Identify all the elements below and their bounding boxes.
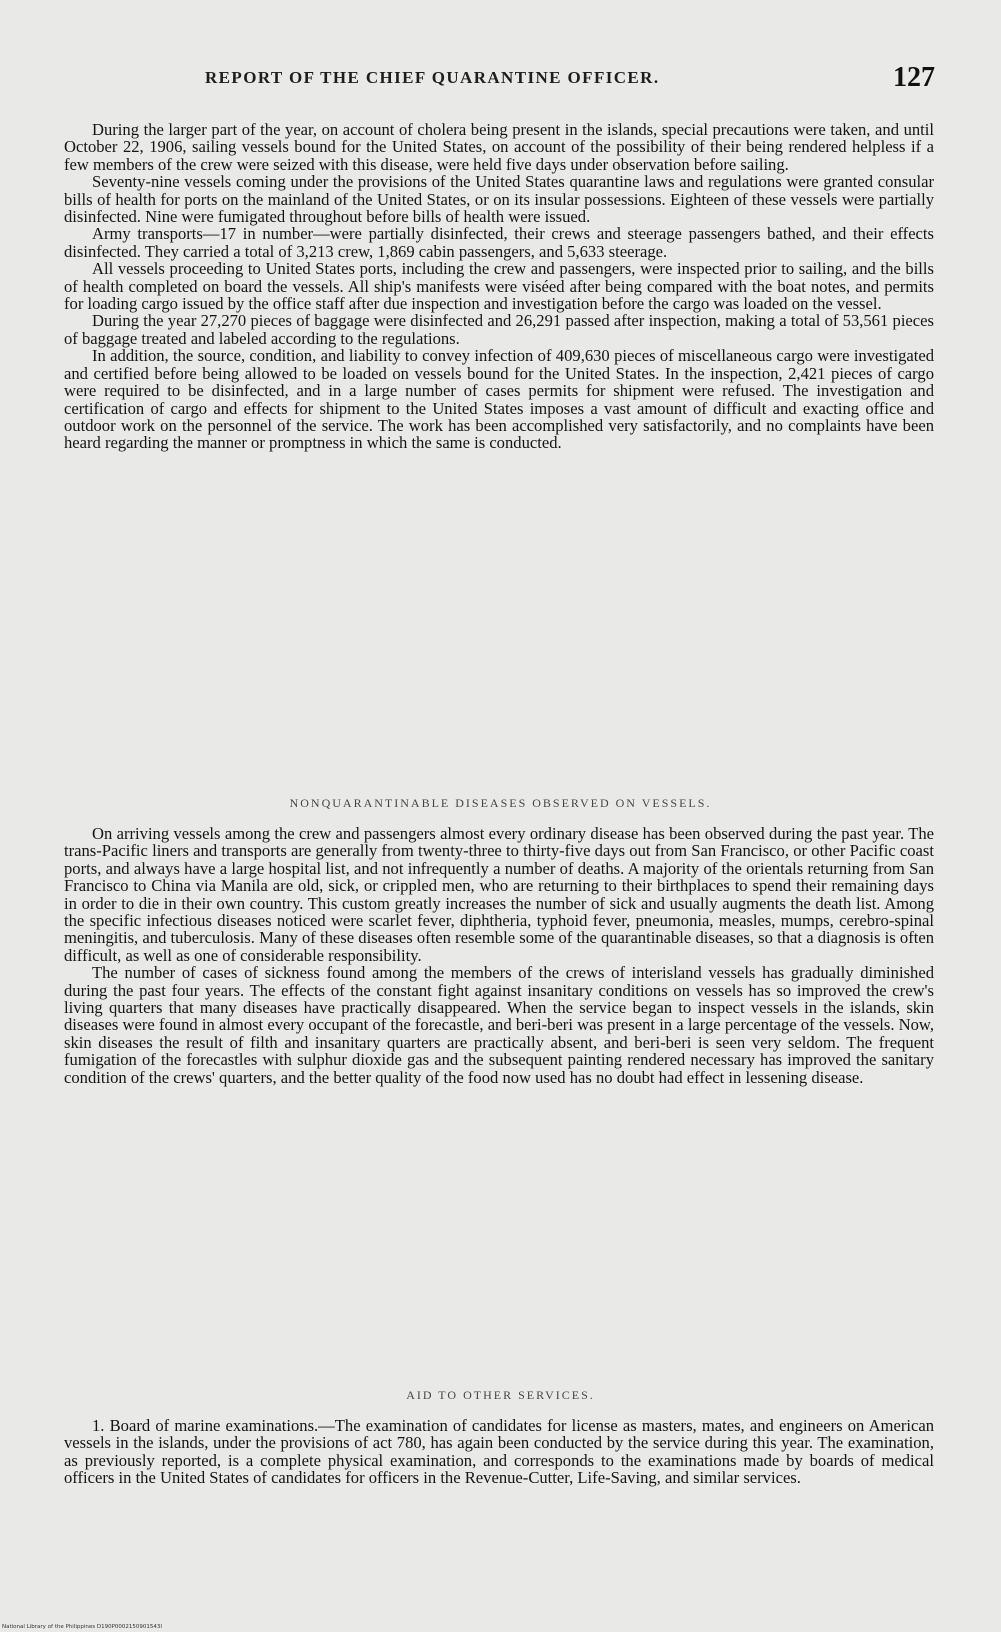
paragraph: All vessels proceeding to United States ports, including the crew and passengers, were inspected prior to sailing, and the bills of health completed on board the vessels. All ship's manifests were viséed after being compared with the boat notes, and permits for loading cargo issued by the office staff after due inspection and investigation before the cargo was loaded on the vessel.	[64, 259, 934, 314]
section-heading-aid-to-other-services: AID TO OTHER SERVICES.	[406, 1388, 595, 1402]
paragraph: The number of cases of sickness found among the members of the crews of interisland vessels has gradually diminished during the past four years. The effects of the constant fight against insanitary conditions on vessels has so improved the crew's living quarters that many diseases have practically disappeared. When the service began to inspect vessels in the islands, skin diseases were found in almost every occupant of the forecastle, and beri-beri was present in a large percentage of the vessels. Now, skin diseases the result of filth and insanitary quarters are practically absent, and beri-beri is seen very seldom. The frequent fumigation of the forecastles with sulphur dioxide gas and the subsequent painting rendered necessary has improved the sanitary condition of the crews' quarters, and the better quality of the food now used has no doubt had effect in lessening disease.	[64, 963, 934, 1087]
paragraph: In addition, the source, condition, and liability to convey infection of 409,630 pieces of miscellaneous cargo were investigated and certified before being allowed to be loaded on vessels bound for the United States. In the inspection, 2,421 pieces of cargo were required to be disinfected, and in a large number of cases permits for shipment were refused. The investigation and certification of cargo and effects for shipment to the United States imposes a vast amount of difficult and exacting office and outdoor work on the personnel of the service. The work has been accomplished very satisfactorily, and no complaints have been heard regarding the manner or promptness in which the same is conducted.	[64, 346, 934, 453]
aid-to-other-services-section	[64, 1417, 934, 1487]
paragraph: Army transports—17 in number—were partially disinfected, their crews and steerage passengers bathed, and their effects disinfected. They carried a total of 3,213 crew, 1,869 cabin passengers, and 5,633 steerage.	[64, 224, 934, 261]
paragraph: On arriving vessels among the crew and passengers almost every ordinary disease has been observed during the past year. The trans-Pacific liners and transports are generally from twenty-three to thirty-five days out from San Francisco, or other Pacific coast ports, and always have a large hospital list, and not infrequently a number of deaths. A majority of the orientals returning from San Francisco to China via Manila are old, sick, or crippled men, who are returning to their birthplaces to spend their remaining days in order to die in their own country. This custom greatly increases the number of sick and usually augments the death list. Among the specific infectious diseases noticed were scarlet fever, diphtheria, typhoid fever, pneumonia, measles, mumps, cerebro-spinal meningitis, and tuberculosis. Many of these diseases often resemble some of the quarantinable diseases, so that a diagnosis is often difficult, as well as one of considerable responsibility.	[64, 824, 934, 965]
section-heading-nonquarantinable: NONQUARANTINABLE DISEASES OBSERVED ON VESSELS.	[289, 796, 712, 810]
page-number: 127	[893, 62, 935, 93]
paragraph: During the larger part of the year, on account of cholera being present in the islands, special precautions were taken, and until October 22, 1906, sailing vessels bound for the United States, on account of the possibility of their being rendered helpless if a few members of the crew were seized with this disease, were held five days under observation before sailing.	[64, 120, 934, 174]
quarantine-report-section	[64, 121, 934, 452]
paragraph: 1. Board of marine examinations.—The examination of candidates for license as masters, mates, and engineers on American vessels in the islands, under the provisions of act 780, has again been conducted by the service during this year. The examination, as previously reported, is a complete physical examination, and corresponds to the examinations made by boards of medical officers in the United States of candidates for officers in the Revenue-Cutter, Life-Saving, and similar services.	[64, 1416, 934, 1488]
paragraph: Seventy-nine vessels coming under the provisions of the United States quarantine laws and regulations were granted consular bills of health for ports on the mainland of the United States, or on its insular possessions. Eighteen of these vessels were partially disinfected. Nine were fumigated throughout before bills of health were issued.	[64, 172, 934, 227]
running-head: REPORT OF THE CHIEF QUARANTINE OFFICER.	[205, 68, 660, 87]
page-header	[0, 62, 1001, 102]
paragraph: During the year 27,270 pieces of baggage were disinfected and 26,291 passed after inspection, making a total of 53,561 pieces of baggage treated and labeled according to the regulations.	[64, 311, 934, 348]
library-footer-note: National Library of the Philippines D190P0002150901543I	[2, 1624, 163, 1630]
nonquarantinable-diseases-section	[64, 825, 934, 1086]
